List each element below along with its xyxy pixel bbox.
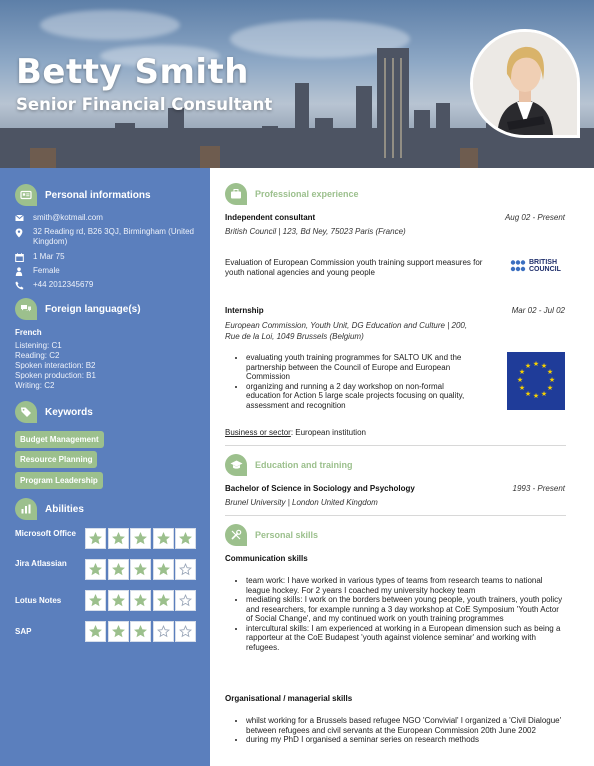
sector-label: Business or sector	[225, 428, 291, 437]
sidebar	[0, 168, 210, 766]
svg-text:★: ★	[532, 360, 540, 368]
gender-text: Female	[33, 266, 60, 275]
rating-stars	[85, 559, 198, 580]
organisational-skills-list	[246, 716, 564, 745]
logo-text: COUNCIL	[529, 266, 561, 273]
rating-stars	[85, 621, 198, 642]
star-filled-icon	[108, 590, 129, 611]
personal-info-label: Personal informations	[45, 189, 151, 201]
birthdate-text: 1 Mar 75	[33, 252, 65, 261]
svg-text:★: ★	[540, 362, 548, 370]
british-council-logo	[507, 254, 565, 278]
divider	[225, 445, 566, 446]
job-2-sector	[225, 428, 366, 438]
svg-text:★: ★	[524, 362, 532, 370]
star-empty-icon	[175, 590, 196, 611]
star-filled-icon	[108, 621, 129, 642]
tag-icon	[15, 401, 37, 423]
keywords-heading	[15, 401, 93, 423]
phone-row	[15, 280, 203, 293]
job-1-title: Independent consultant	[225, 213, 316, 222]
email-row	[15, 213, 203, 225]
language-level: Spoken interaction: B2	[15, 361, 96, 370]
svg-text:★: ★	[548, 376, 556, 384]
list-item: • evaluating youth training programmes for SALTO UK and the partnership between the Council of Europe and European Commission	[246, 353, 478, 382]
job-1-employer: British Council | 123, Bd Ney, 75023 Paris (France)	[225, 227, 406, 236]
speech-bubbles-icon	[15, 298, 37, 320]
graduation-cap-icon	[225, 454, 247, 476]
education-date: 1993 - Present	[512, 484, 565, 493]
birthdate-row	[15, 252, 203, 265]
star-filled-icon	[108, 559, 129, 580]
address-row	[15, 227, 203, 247]
rating-stars	[85, 528, 198, 549]
address-text: 32 Reading rd, B26 3QJ, Birmingham (United Kingdom)	[33, 227, 194, 246]
language-level: Listening: C1	[15, 341, 62, 350]
list-item: • intercultural skills: I am experienced at working in a European dimension such as being a rapporteur at the CoE Budapest 'youth against violence seminar' and working with refugees.	[246, 624, 564, 653]
candidate-name: Betty Smith	[16, 52, 250, 92]
svg-text:★: ★	[518, 368, 526, 376]
star-filled-icon	[108, 528, 129, 549]
star-filled-icon	[130, 528, 151, 549]
education-heading	[225, 454, 353, 476]
main-content	[210, 168, 594, 766]
language-level: Spoken production: B1	[15, 371, 96, 380]
star-filled-icon	[130, 621, 151, 642]
language-level: Reading: C2	[15, 351, 60, 360]
star-filled-icon	[130, 559, 151, 580]
keywords-label: Keywords	[45, 406, 93, 418]
eu-flag-logo	[507, 352, 565, 410]
svg-text:★: ★	[518, 384, 526, 392]
location-pin-icon	[15, 228, 25, 247]
profile-photo	[470, 29, 580, 138]
star-empty-icon	[175, 559, 196, 580]
job-1-description: Evaluation of European Commission youth training support measures for youth national agencies and young people	[225, 258, 483, 277]
experience-heading	[225, 183, 359, 205]
job-title: Senior Financial Consultant	[16, 95, 273, 114]
star-filled-icon	[85, 528, 106, 549]
star-filled-icon	[85, 590, 106, 611]
star-filled-icon	[153, 559, 174, 580]
education-label: Education and training	[255, 460, 353, 470]
phone-icon	[15, 281, 25, 293]
ability-label: Jira Atlassian	[15, 559, 67, 568]
keyword-tag: Budget Management	[15, 431, 104, 448]
list-item: • team work: I have worked in various types of teams from research teams to national league hockey. For 2 years I coached my university hockey team	[246, 576, 564, 595]
communication-skills-list	[246, 576, 564, 652]
svg-text:★: ★	[516, 376, 524, 384]
degree-title: Bachelor of Science in Sociology and Psychology	[225, 484, 415, 493]
svg-text:★: ★	[524, 390, 532, 398]
svg-text:★: ★	[540, 390, 548, 398]
experience-label: Professional experience	[255, 189, 359, 199]
list-item: • mediating skills: I work on the borders between young people, youth trainers, youth policy and researchers, for example running a 3 day workshop at CoE Symposium 'Youth Actor of Social Change', and my continued work on youth training programmes	[246, 595, 564, 624]
languages-heading	[15, 298, 141, 320]
star-filled-icon	[85, 559, 106, 580]
header-banner	[0, 0, 594, 168]
school-name: Brunel University | London United Kingdom	[225, 498, 378, 507]
star-filled-icon	[175, 528, 196, 549]
list-item: • organizing and running a 2 day workshop on non-formal education for Action 5 large scale projects focusing on quality, assessment and recognition	[246, 382, 478, 411]
organisational-skills-heading: Organisational / managerial skills	[225, 694, 353, 703]
ability-label: Lotus Notes	[15, 596, 62, 605]
star-filled-icon	[85, 621, 106, 642]
skills-heading	[225, 524, 318, 546]
star-empty-icon	[153, 621, 174, 642]
keyword-tag: Program Leadership	[15, 472, 103, 489]
envelope-icon	[15, 214, 25, 225]
personal-info-heading	[15, 184, 151, 206]
bar-chart-icon	[15, 498, 37, 520]
job-1-date: Aug 02 - Present	[504, 213, 565, 222]
skills-label: Personal skills	[255, 530, 319, 540]
star-filled-icon	[153, 528, 174, 549]
abilities-heading	[15, 498, 84, 520]
cloud	[40, 10, 180, 40]
logo-text: BRITISH	[529, 258, 557, 266]
star-filled-icon	[130, 590, 151, 611]
language-name: French	[15, 328, 42, 337]
tools-icon	[225, 524, 247, 546]
calendar-icon	[15, 253, 25, 265]
svg-text:★: ★	[532, 392, 540, 400]
phone-text[interactable]: +44 2012345679	[33, 280, 94, 289]
email-text[interactable]: smith@kotmail.com	[33, 213, 103, 222]
svg-text:★: ★	[546, 368, 554, 376]
id-card-icon	[15, 184, 37, 206]
person-icon	[15, 267, 25, 279]
language-level: Writing: C2	[15, 381, 55, 390]
communication-skills-heading: Communication skills	[225, 554, 308, 563]
job-2-date: Mar 02 - Jul 02	[511, 306, 565, 315]
abilities-label: Abilities	[45, 503, 84, 515]
svg-text:★: ★	[546, 384, 554, 392]
list-item: • whilst working for a Brussels based refugee NGO 'Convivial' I organized a 'Civil Dialogue' between refugees and civil servants at the European Commission 20th June 2002	[246, 716, 564, 735]
divider	[225, 515, 566, 516]
list-item: • during my PhD I organised a seminar series on research methods	[246, 735, 564, 745]
gender-row	[15, 266, 203, 279]
rating-stars	[85, 590, 198, 611]
star-filled-icon	[153, 590, 174, 611]
ability-label: SAP	[15, 627, 32, 636]
keyword-tag: Resource Planning	[15, 451, 97, 468]
star-empty-icon	[175, 621, 196, 642]
briefcase-icon	[225, 183, 247, 205]
sector-value: : European institution	[290, 428, 366, 437]
job-2-employer: European Commission, Youth Unit, DG Education and Culture | 200, Rue de la Loi, 1049 Brussels (Belgium)	[225, 321, 468, 341]
job-2-bullets	[246, 353, 478, 410]
ability-label: Microsoft Office	[15, 529, 76, 538]
languages-label: Foreign language(s)	[45, 303, 141, 315]
job-2-title: Internship	[225, 306, 264, 315]
